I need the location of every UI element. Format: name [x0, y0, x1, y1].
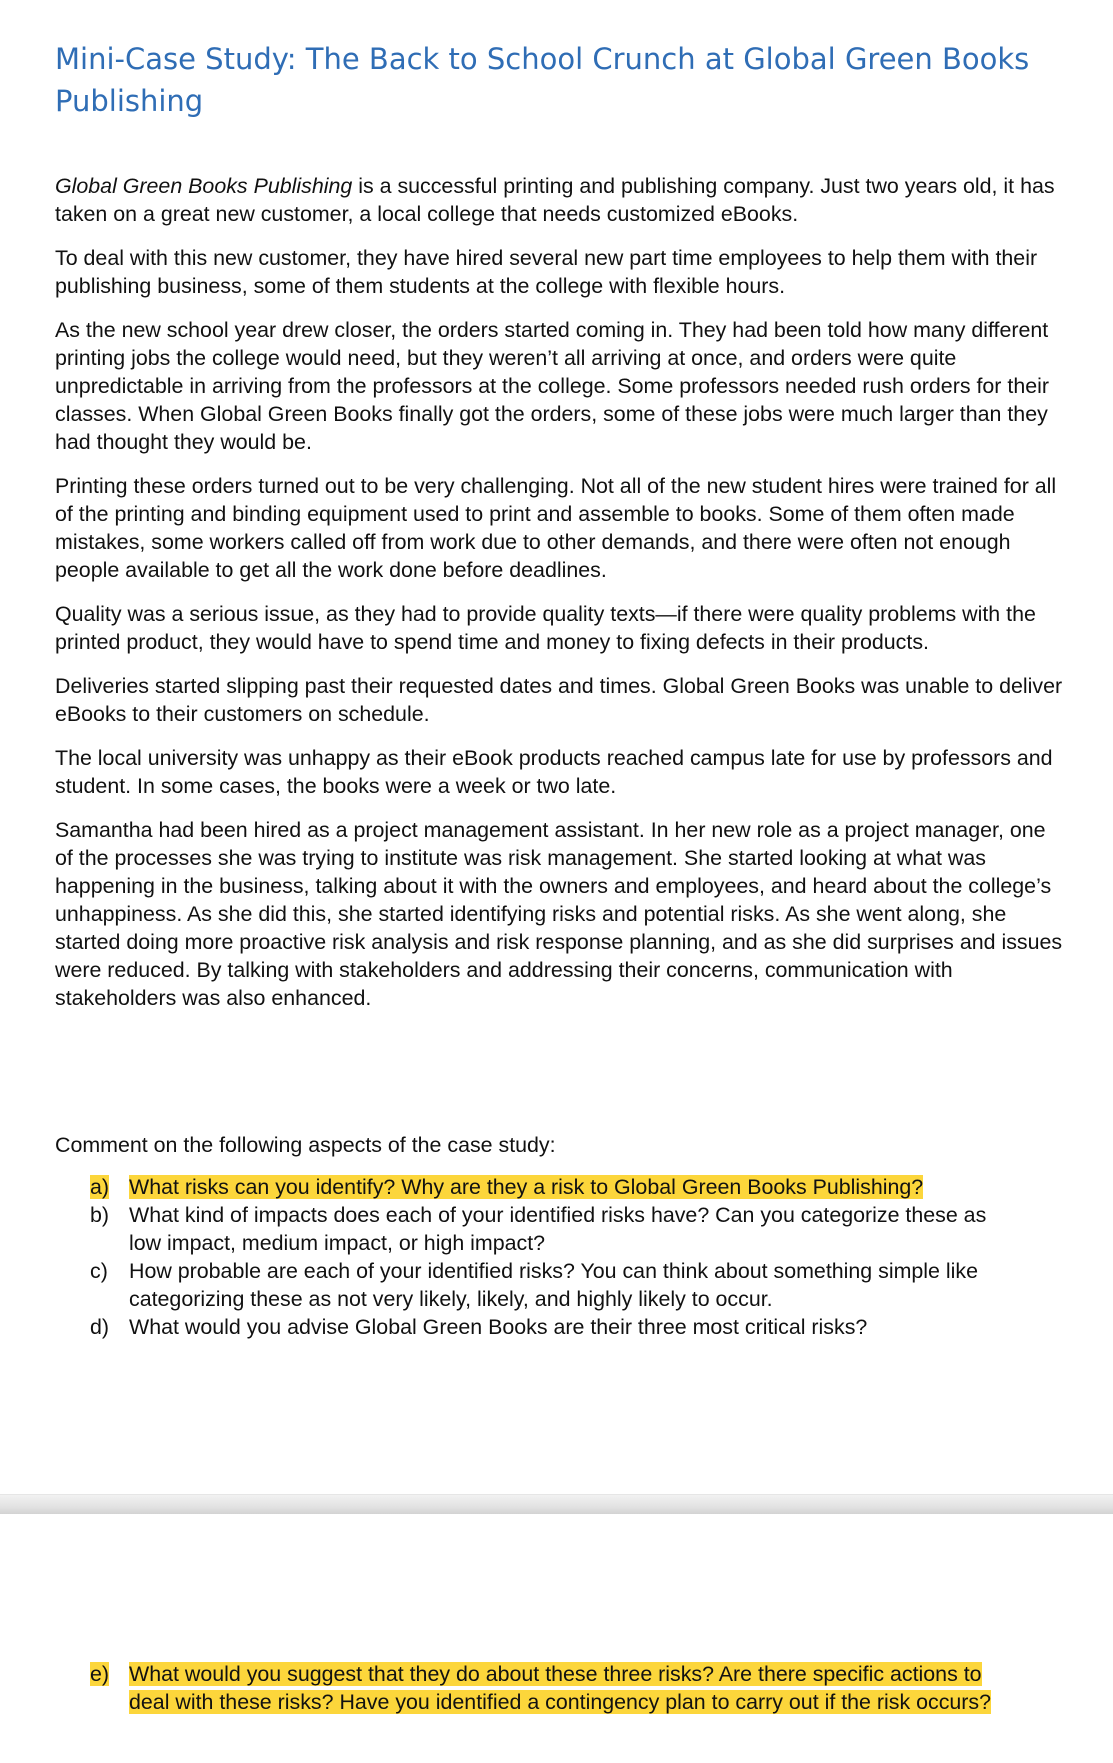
- paragraph-1: [55, 172, 1065, 228]
- questions-intro: Comment on the following aspects of the case study:: [55, 1133, 556, 1157]
- case-study-body: [55, 172, 1065, 1028]
- paragraph-4: Printing these orders turned out to be very challenging. Not all of the new student hires were trained for all of the printing and binding equipment used to print and assemble to books. Some of them often made mistakes, some workers called off from work due to other demands, and there were often not enough people available to get all the work done before deadlines.: [55, 474, 1057, 582]
- question-list: [90, 1173, 1020, 1341]
- question-a: [90, 1173, 1020, 1201]
- question-letter: a): [90, 1175, 110, 1199]
- paragraph-8: Samantha had been hired as a project management assistant. In her new role as a project manager, one of the processes she was trying to institute was risk management. She started looking at what was happening in the business, talking about it with the owners and employees, and heard about the college’s unhappiness. As she did this, she started identifying risks and potential risks. As she went along, she started doing more proactive risk analysis and risk response planning, and as she did surprises and issues were reduced. By talking with stakeholders and addressing their concerns, communication with stakeholders was also enhanced.: [55, 818, 1063, 1010]
- question-b: [90, 1201, 1020, 1257]
- question-text: How probable are each of your identified risks? You can think about something simple like categorizing these as not very likely, likely, and highly likely to occur.: [129, 1259, 978, 1311]
- question-text: What risks can you identify? Why are they a risk to Global Green Books Publishing?: [129, 1175, 924, 1199]
- paragraph-3: As the new school year drew closer, the orders started coming in. They had been told how many different printing jobs the college would need, but they weren’t all arriving at once, and orders were quite unpredictable in arriving from the professors at the college. Some professors needed rush orders for their classes. When Global Green Books finally got the orders, some of these jobs were much larger than they had thought they would be.: [55, 318, 1049, 454]
- paragraph-2: To deal with this new customer, they have hired several new part time employees to help them with their publishing business, some of them students at the college with flexible hours.: [55, 246, 1038, 298]
- question-letter: b): [90, 1203, 110, 1227]
- question-e: [90, 1660, 1020, 1716]
- paragraph-5: Quality was a serious issue, as they had to provide quality texts—if there were quality problems with the printed product, they would have to spend time and money to fixing defects in their products.: [55, 602, 1036, 654]
- question-text: What would you suggest that they do about these three risks? Are there specific actions to deal with these risks? Have you identified a contingency plan to carry out if the risk occurs?: [129, 1662, 992, 1714]
- paragraph-7: The local university was unhappy as their eBook products reached campus late for use by professors and student. In some cases, the books were a week or two late.: [55, 746, 1053, 798]
- paragraph-6: Deliveries started slipping past their requested dates and times. Global Green Books was unable to deliver eBooks to their customers on schedule.: [55, 674, 1063, 726]
- paragraph-1-text: is a successful printing and publishing company. Just two years old, it has taken on a great new customer, a local college that needs customized eBooks.: [55, 174, 1055, 226]
- question-list-continued: [90, 1660, 1020, 1716]
- document-page-2: [0, 1514, 1113, 1763]
- page-title: Mini-Case Study: The Back to School Crunch at Global Green Books Publishing: [55, 42, 1030, 118]
- question-d: [90, 1313, 1020, 1341]
- page-separator: [0, 1494, 1113, 1515]
- question-text: What would you advise Global Green Books are their three most critical risks?: [129, 1315, 868, 1339]
- company-name: Global Green Books Publishing: [55, 174, 353, 198]
- question-c: [90, 1257, 1020, 1313]
- question-letter: e): [90, 1662, 110, 1686]
- question-letter: d): [90, 1315, 110, 1339]
- question-text: What kind of impacts does each of your identified risks have? Can you categorize these as low impact, medium impact, or high impact?: [129, 1203, 987, 1255]
- question-letter: c): [90, 1259, 108, 1283]
